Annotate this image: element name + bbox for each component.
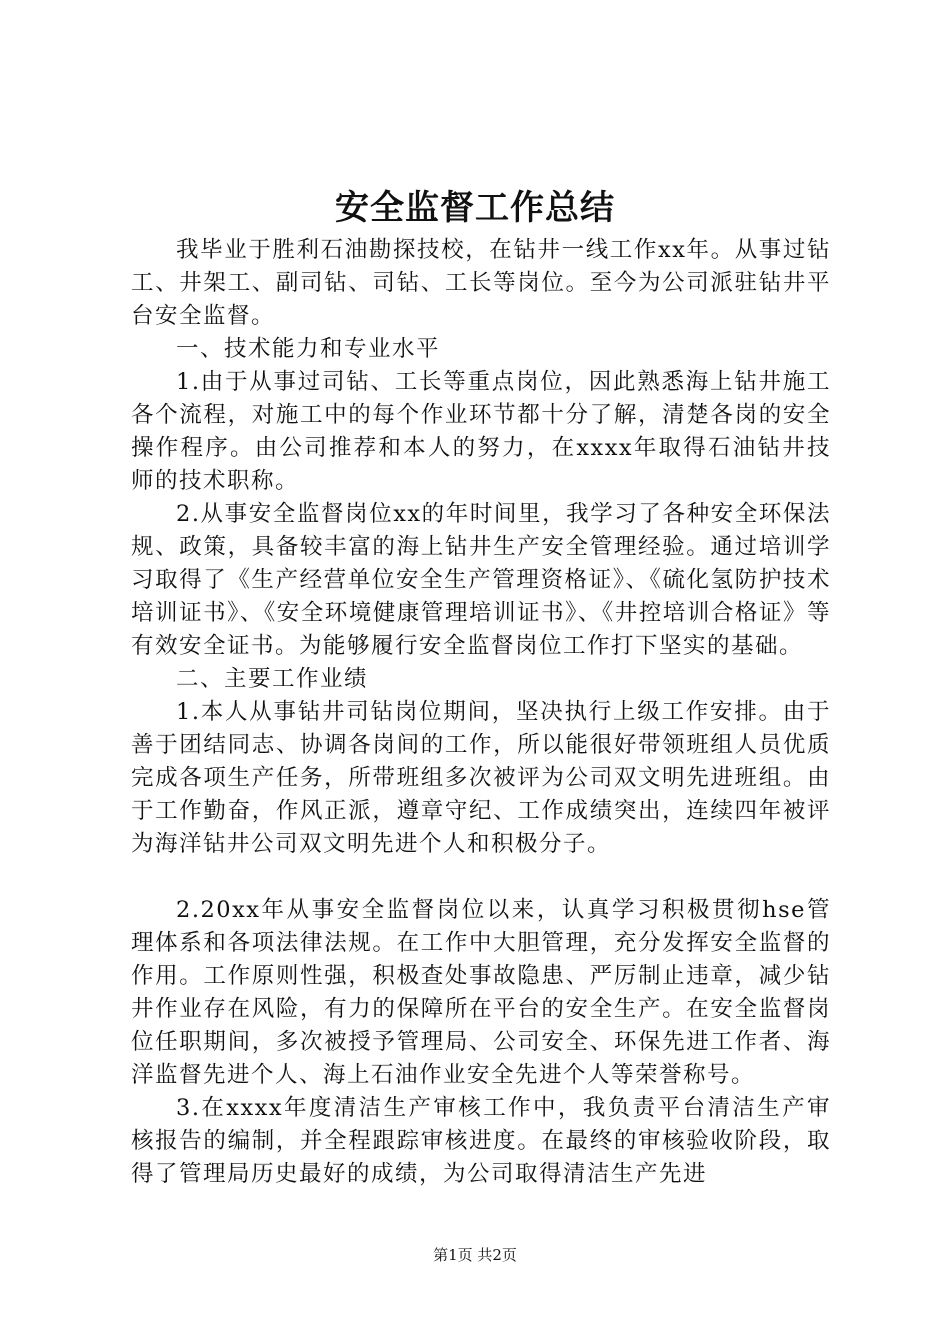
achievement-paragraph-1: 1.本人从事钻井司钻岗位期间，坚决执行上级工作安排。由于善于团结同志、协调各岗间的工作，所以能很好带领班组人员优质完成各项生产任务，所带班组多次被评为公司双文明先进班组。由于工作勤奋，作风正派，遵章守纪、工作成绩突出，连续四年被评为海洋钻井公司双文明先进个人和积极分子。 — [131, 699, 831, 857]
document-body — [131, 234, 831, 1191]
paragraph-spacer — [131, 861, 831, 894]
technical-paragraph-1: 1.由于从事过司钻、工长等重点岗位，因此熟悉海上钻井施工各个流程，对施工中的每个作业环节都十分了解，清楚各岗的安全操作程序。由公司推荐和本人的努力，在xxxx年取得石油钻井技师的技术职称。 — [131, 369, 831, 494]
section-heading-technical-ability: 一、技术能力和专业水平 — [176, 336, 441, 362]
achievement-paragraph-2: 2.20xx年从事安全监督岗位以来，认真学习积极贯彻hse管理体系和各项法律法规。在工作中大胆管理，充分发挥安全监督的作用。工作原则性强，积极查处事故隐患、严厉制止违章，减少钻井作业存在风险，有力的保障所在平台的安全生产。在安全监督岗位任职期间，多次被授予管理局、公司安全、环保先进工作者、海洋监督先进个人、海上石油作业安全先进个人等荣誉称号。 — [131, 897, 831, 1088]
technical-paragraph-2: 2.从事安全监督岗位xx的年时间里，我学习了各种安全环保法规、政策，具备较丰富的海上钻井生产安全管理经验。通过培训学习取得了《生产经营单位安全生产管理资格证》、《硫化氢防护技术培训证书》、《安全环境健康管理培训证书》、《井控培训合格证》等有效安全证书。为能够履行安全监督岗位工作打下坚实的基础。 — [131, 501, 831, 659]
intro-paragraph: 我毕业于胜利石油勘探技校，在钻井一线工作xx年。从事过钻工、井架工、副司钻、司钻、工长等岗位。至今为公司派驻钻井平台安全监督。 — [131, 237, 831, 329]
document-title: 安全监督工作总结 — [335, 188, 615, 228]
achievement-paragraph-3: 3.在xxxx年度清洁生产审核工作中，我负责平台清洁生产审核报告的编制，并全程跟踪审核进度。在最终的审核验收阶段，取得了管理局历史最好的成绩，为公司取得清洁生产先进 — [131, 1095, 831, 1187]
page-number-footer: 第1页 共2页 — [433, 1246, 517, 1264]
section-heading-achievements: 二、主要工作业绩 — [176, 666, 369, 692]
